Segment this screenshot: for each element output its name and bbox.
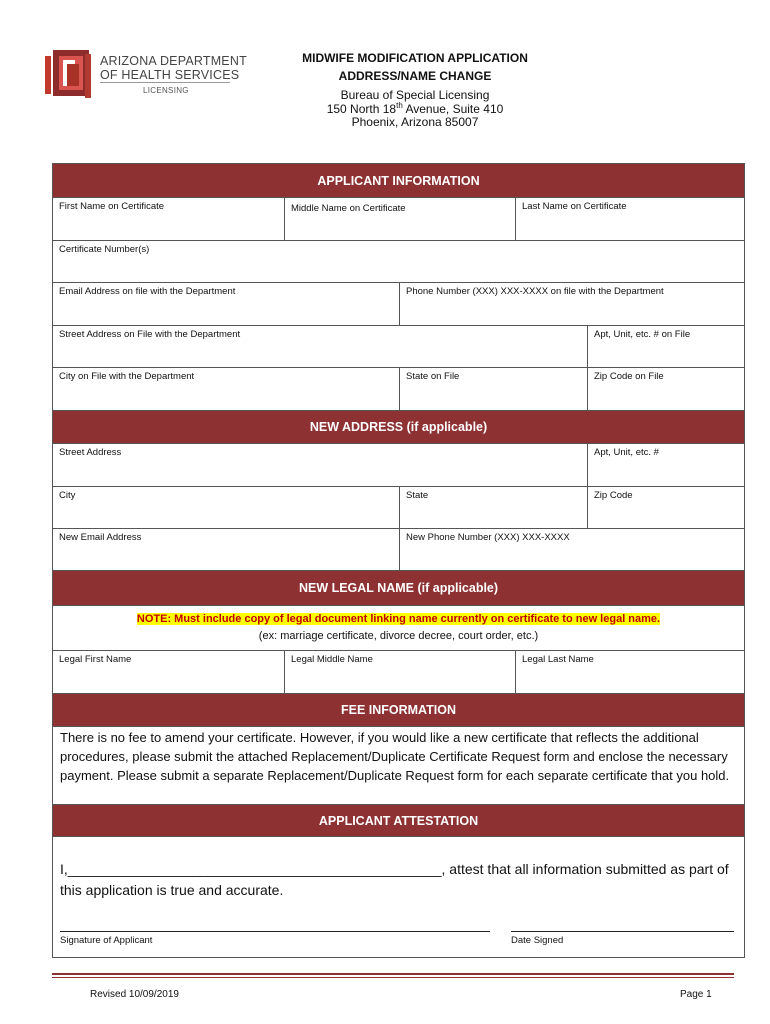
application-form [52,163,745,958]
field-new-street[interactable]: Street Address [53,444,588,487]
footer-rule [52,977,734,978]
date-line[interactable] [511,931,734,932]
signature-line[interactable] [60,931,490,932]
agency-name: ARIZONA DEPARTMENT OF HEALTH SERVICES [100,54,247,82]
attestation-statement: I,________________________________________________, attest that all information submitted as part of this application is true and accurate. [60,861,729,898]
page-number: Page 1 [680,989,712,1000]
field-email-on-file[interactable]: Email Address on file with the Department [53,283,400,326]
field-first-name[interactable]: First Name on Certificate [53,198,285,241]
field-state-on-file[interactable]: State on File [400,368,588,411]
field-legal-middle-name[interactable]: Legal Middle Name [285,651,516,694]
field-city-on-file[interactable]: City on File with the Department [53,368,400,411]
field-phone-on-file[interactable]: Phone Number (XXX) XXX-XXXX on file with the Department [400,283,744,326]
field-new-city[interactable]: City [53,487,400,529]
bureau-city: Phoenix, Arizona 85007 [351,115,479,129]
field-new-state[interactable]: State [400,487,588,529]
section-applicant-information: APPLICANT INFORMATION [53,164,744,198]
field-legal-last-name[interactable]: Legal Last Name [516,651,744,694]
field-new-zip[interactable]: Zip Code [588,487,744,529]
date-label: Date Signed [511,935,564,946]
field-new-apt[interactable]: Apt, Unit, etc. # [588,444,744,487]
form-title: MIDWIFE MODIFICATION APPLICATION [302,51,528,65]
legal-document-note: NOTE: Must include copy of legal document linking name currently on certificate to new legal name. [136,613,661,625]
field-apt-on-file[interactable]: Apt, Unit, etc. # on File [588,326,744,368]
section-applicant-attestation: APPLICANT ATTESTATION [53,805,744,837]
field-street-on-file[interactable]: Street Address on File with the Department [53,326,588,368]
field-legal-first-name[interactable]: Legal First Name [53,651,285,694]
footer-rule [52,973,734,975]
field-new-email[interactable]: New Email Address [53,529,400,571]
field-certificate-number[interactable]: Certificate Number(s) [53,241,744,283]
form-subtitle: ADDRESS/NAME CHANGE [338,69,492,83]
fee-information-text: There is no fee to amend your certificate. However, if you would like a new certificate that reflects the additional procedures, please submit the attached Replacement/Duplicate Certificate Request form and enclose the necessary payment. Please submit a separate Replacement/Duplicate Request form for each separate certificate that you hold. [60,730,730,783]
section-new-legal-name: NEW LEGAL NAME (if applicable) [53,571,744,606]
bureau-street: 150 North 18th Avenue, Suite 410 [326,101,504,116]
field-zip-on-file[interactable]: Zip Code on File [588,368,744,411]
logo-divider [100,82,230,83]
legal-document-examples: (ex: marriage certificate, divorce decree, court order, etc.) [258,630,539,642]
agency-division: LICENSING [143,86,189,95]
field-middle-name[interactable]: Middle Name on Certificate [285,198,516,241]
section-fee-information: FEE INFORMATION [53,694,744,727]
revision-date: Revised 10/09/2019 [90,989,179,1000]
field-last-name[interactable]: Last Name on Certificate [516,198,744,241]
section-new-address: NEW ADDRESS (if applicable) [53,411,744,444]
bureau-name: Bureau of Special Licensing [340,88,490,102]
field-new-phone[interactable]: New Phone Number (XXX) XXX-XXXX [400,529,744,571]
signature-label: Signature of Applicant [60,935,153,946]
